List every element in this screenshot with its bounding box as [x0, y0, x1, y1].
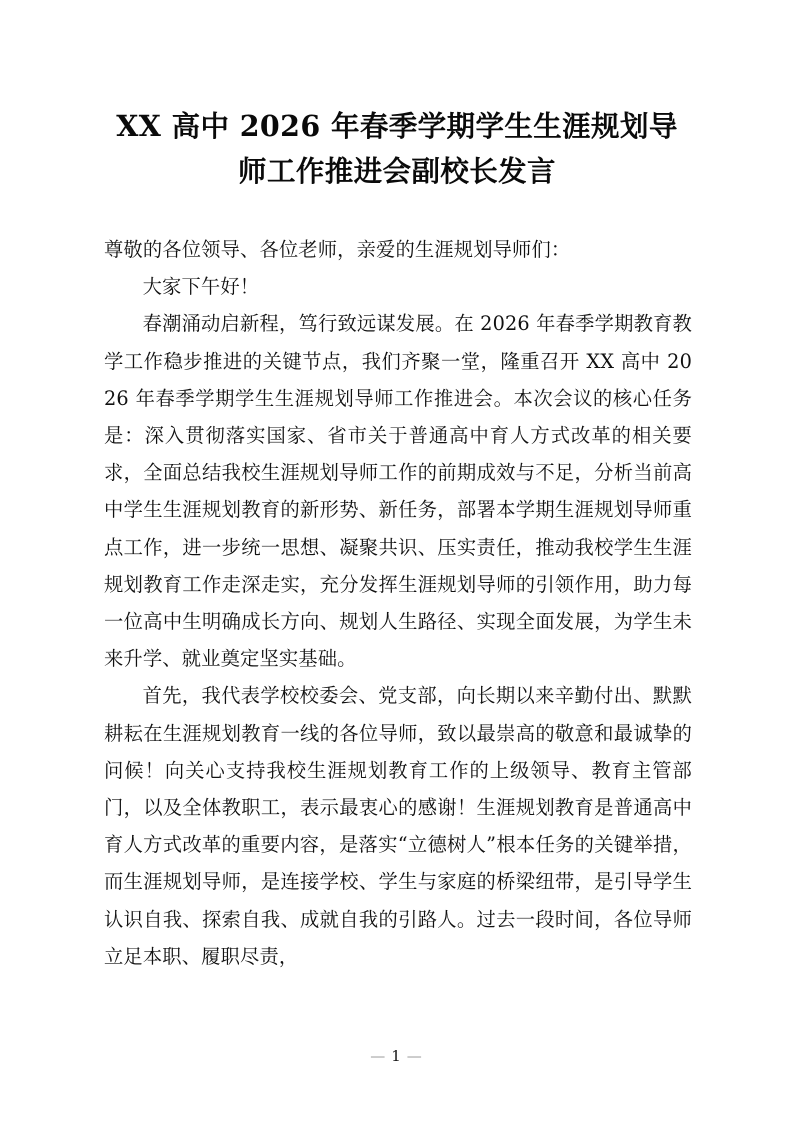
- salutation-line: 尊敬的各位领导、各位老师，亲爱的生涯规划导师们：: [104, 238, 571, 261]
- body-paragraph-1: 春潮涌动启新程，笃行致远谋发展。在 2026 年春季学期教育教学工作稳步推进的关键节点，我们齐聚一堂，隆重召开 XX 高中 2026 年春季学期学生生涯规划导师工作推进会。本次会议的核心任务是：深入贯彻落实国家、省市关于普通高中育人方式改革的相关要求，全面总结我校生涯规划导师工作的前期成效与不足，分析当前高中学生生涯规划教育的新形势、新任务，部署本学期生涯规划导师重点工作，进一步统一思想、凝聚共识、压实责任，推动我校学生生涯规划教育工作走深走实，充分发挥生涯规划导师的引领作用，助力每一位高中生明确成长方向、规划人生路径、实现全面发展，为学生未来升学、就业奠定坚实基础。: [104, 312, 692, 671]
- page-title: XX 高中 2026 年春季学期学生生涯规划导师工作推进会副校长发言: [116, 109, 678, 188]
- page-number: 1: [391, 1047, 402, 1065]
- page-footer: [0, 1047, 793, 1065]
- body-paragraph-2: 首先，我代表学校校委会、党支部，向长期以来辛勤付出、默默耕耘在生涯规划教育一线的各位导师，致以最崇高的敬意和最诚挚的问候！向关心支持我校生涯规划教育工作的上级领导、教育主管部门，以及全体教职工，表示最衷心的感谢！生涯规划教育是普通高中育人方式改革的重要内容，是落实“立德树人”根本任务的关键举措，而生涯规划导师，是连接学校、学生与家庭的桥梁纽带，是引导学生认识自我、探索自我、成就自我的引路人。过去一段时间，各位导师立足本职、履职尽责，: [104, 684, 692, 968]
- footer-dash-left: —: [370, 1047, 387, 1065]
- greeting-line: 大家下午好！: [142, 275, 260, 299]
- document-body: [104, 231, 692, 975]
- footer-dash-right: —: [406, 1047, 423, 1065]
